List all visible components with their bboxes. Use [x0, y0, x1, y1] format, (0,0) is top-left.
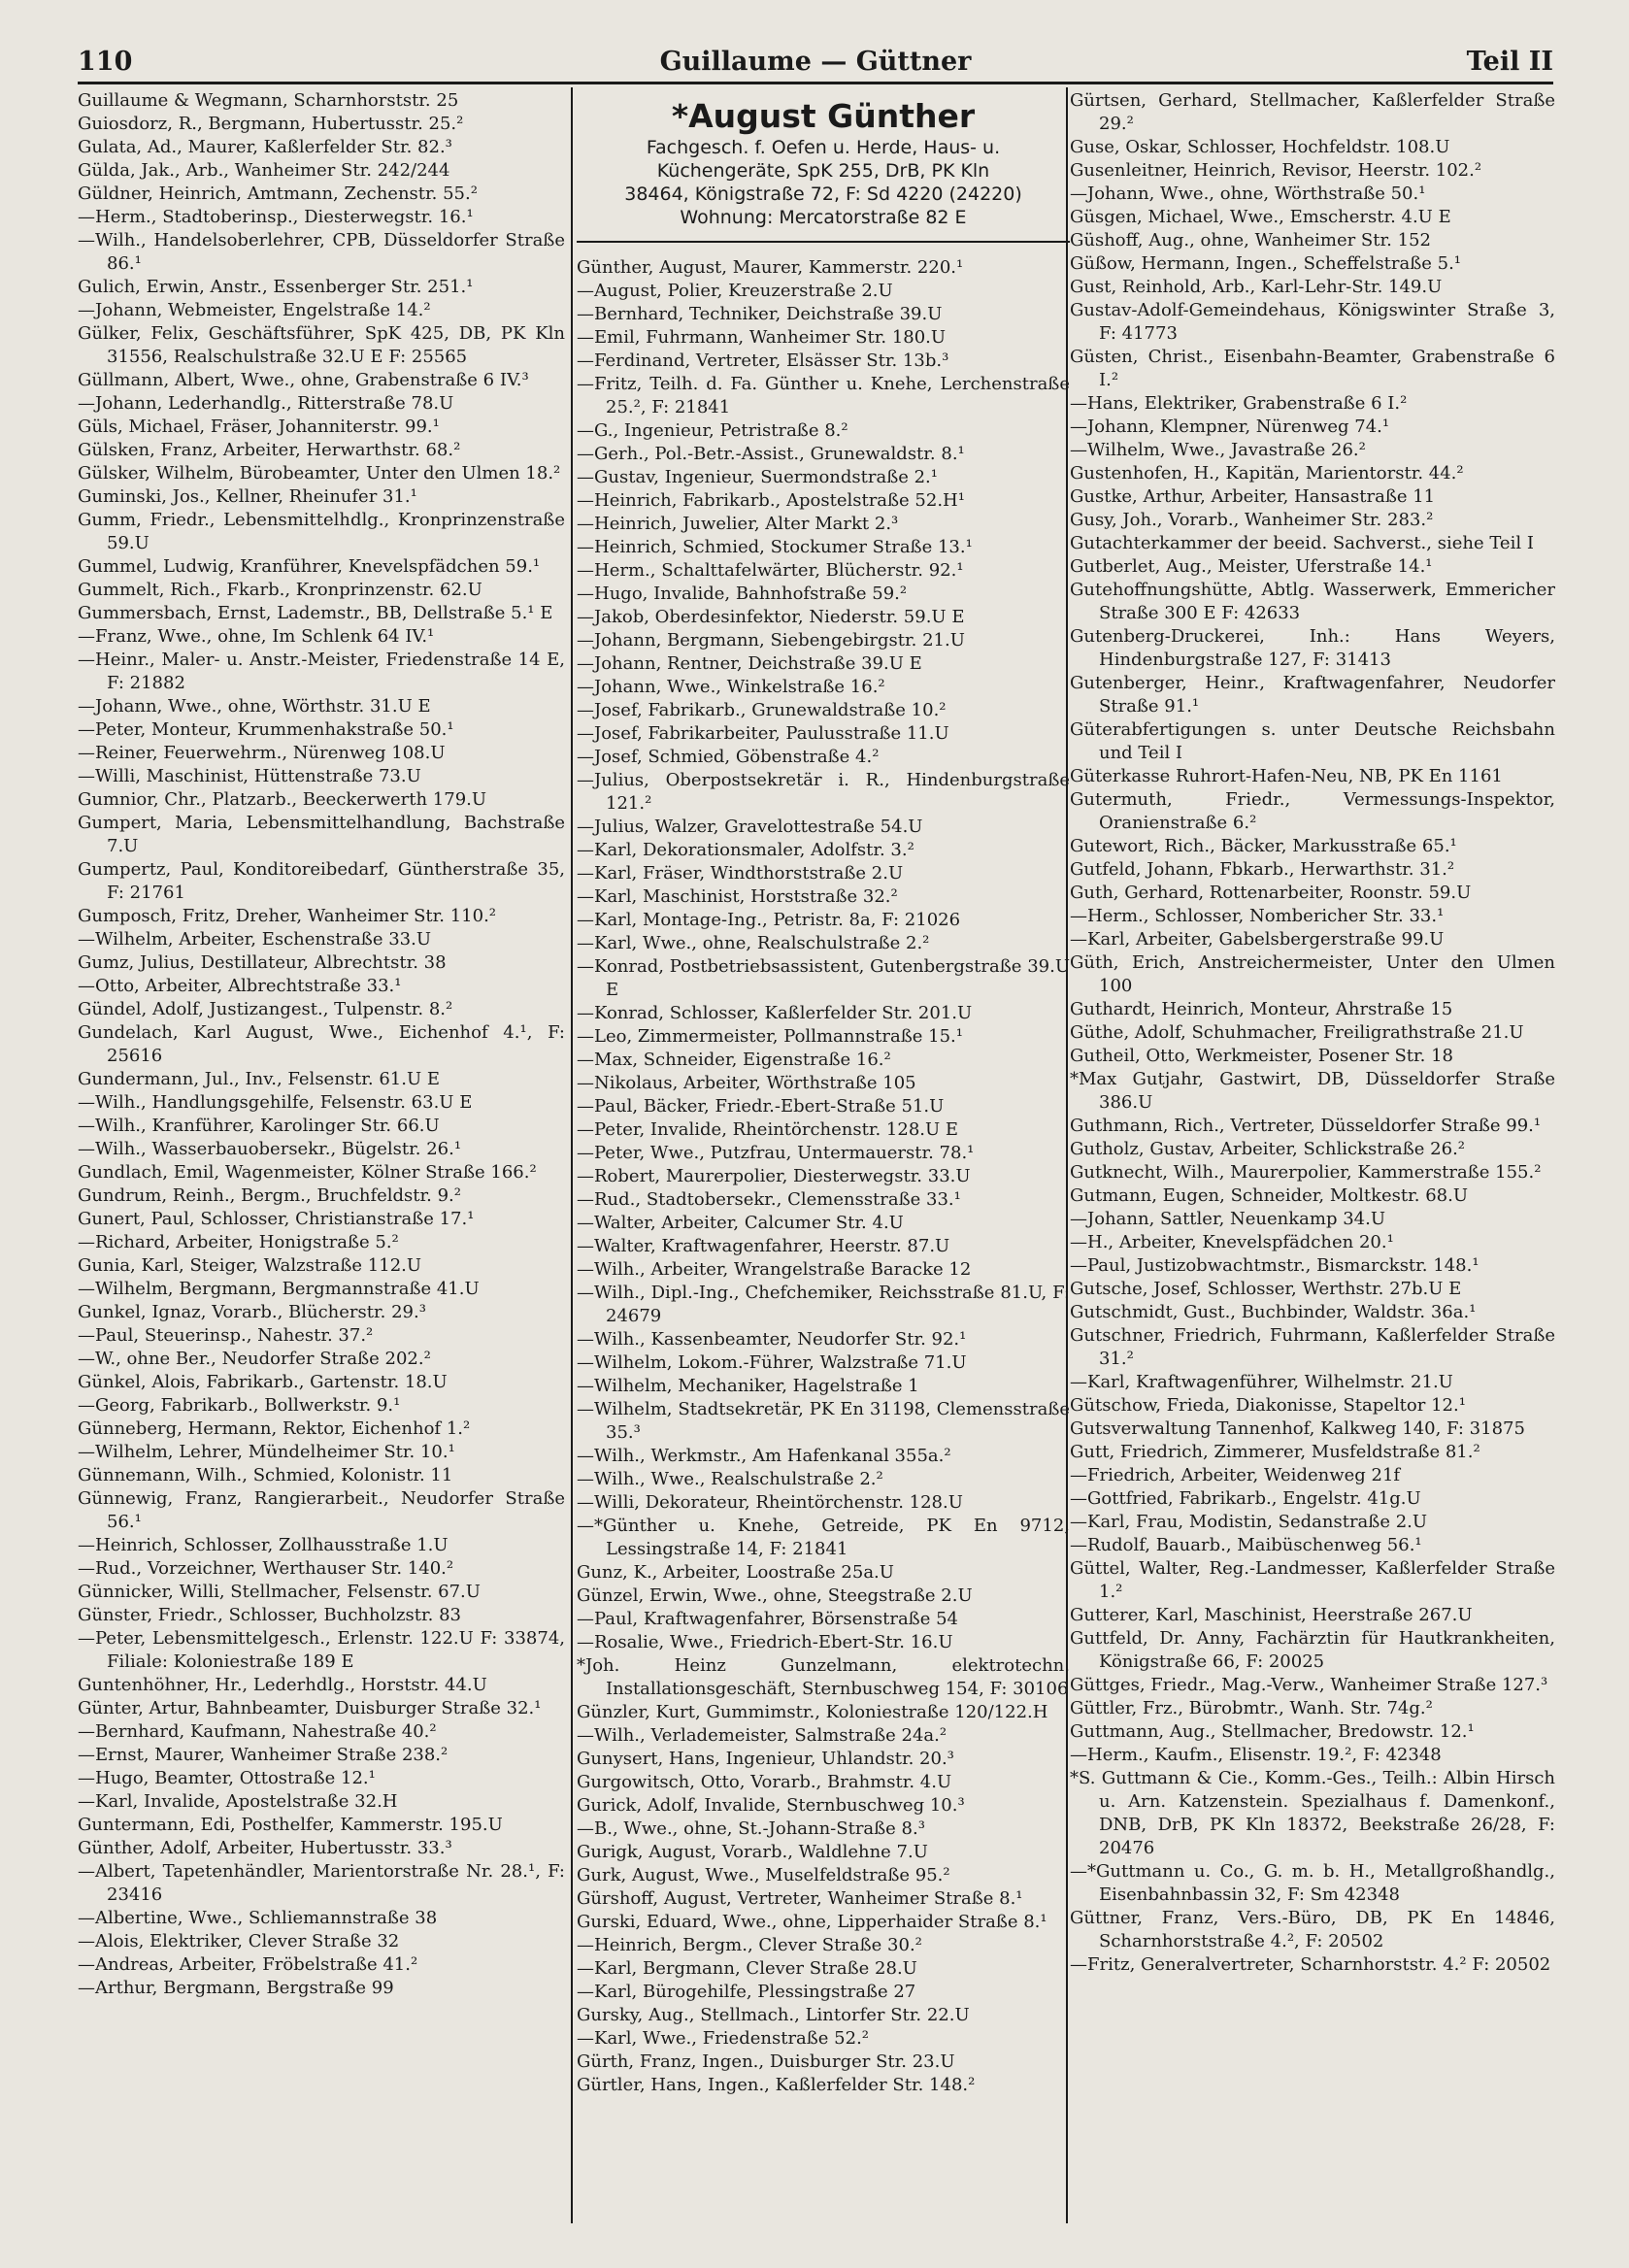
directory-entry: Gutewort, Rich., Bäcker, Markusstraße 65.¹	[1070, 836, 1457, 856]
directory-entry: —Heinrich, Juwelier, Alter Markt 2.³	[577, 514, 899, 534]
directory-entry: —Paul, Bäcker, Friedr.-Ebert-Straße 51.U	[577, 1096, 945, 1117]
directory-entry: Gundelach, Karl August, Wwe., Eichenhof 4.¹, F: 25616	[78, 1022, 565, 1066]
directory-entry: Gumm, Friedr., Lebensmittelhdlg., Kronprinzenstraße 59.U	[78, 510, 565, 553]
advertisement-box	[577, 89, 1070, 243]
directory-entry: —Rud., Vorzeichner, Werthauser Str. 140.²	[78, 1558, 454, 1579]
directory-entry: Guttmann, Aug., Stellmacher, Bredowstr. 12.¹	[1070, 1721, 1475, 1742]
directory-entry: Gutschmidt, Gust., Buchbinder, Waldstr. 36a.¹	[1070, 1302, 1477, 1322]
directory-entry: —Nikolaus, Arbeiter, Wörthstraße 105	[577, 1073, 916, 1093]
advertisement-name: *August Günther	[671, 97, 976, 135]
directory-entry: —Peter, Lebensmittelgesch., Erlenstr. 122.U F: 33874, Filiale: Koloniestraße 189 E	[78, 1628, 565, 1672]
directory-entry: Gusenleitner, Heinrich, Revisor, Heerstr. 102.²	[1070, 160, 1482, 181]
directory-entry: —Gerh., Pol.-Betr.-Assist., Grunewaldstr. 8.¹	[577, 444, 965, 464]
advertisement-line: Wohnung: Mercatorstraße 82 E	[680, 207, 967, 228]
directory-entry: Gunkel, Ignaz, Vorarb., Blücherstr. 29.³	[78, 1302, 426, 1322]
directory-entry: Gutschner, Friedrich, Fuhrmann, Kaßlerfelder Straße 31.²	[1070, 1325, 1555, 1369]
advertisement-line: 38464, Königstraße 72, F: Sd 4220 (24220)	[624, 183, 1022, 205]
column-3	[1070, 89, 1555, 2225]
directory-entry: Gumpertz, Paul, Konditoreibedarf, Güntherstraße 35, F: 21761	[78, 859, 565, 903]
directory-entry: —Karl, Dekorationsmaler, Adolfstr. 3.²	[577, 840, 914, 860]
directory-entry: —Herm., Kaufm., Elisenstr. 19.², F: 42348	[1070, 1745, 1442, 1765]
directory-entry: —Wilh., Verlademeister, Salmstraße 24a.²	[577, 1725, 947, 1746]
directory-entry: —Rudolf, Bauarb., Maibüschenweg 56.¹	[1070, 1535, 1422, 1555]
directory-entry: Guthmann, Rich., Vertreter, Düsseldorfer Straße 99.¹	[1070, 1116, 1542, 1136]
directory-entry: —Johann, Webmeister, Engelstraße 14.²	[78, 300, 431, 320]
directory-entry: Güttner, Franz, Vers.-Büro, DB, PK En 14846, Scharnhorststraße 4.², F: 20502	[1070, 1908, 1555, 1951]
directory-entry: Gustav-Adolf-Gemeindehaus, Königswinter Straße 3, F: 41773	[1070, 300, 1555, 344]
directory-entry: —Konrad, Postbetriebsassistent, Gutenbergstraße 39.U E	[577, 956, 1070, 1000]
directory-entry: —Karl, Bergmann, Clever Straße 28.U	[577, 1958, 917, 1979]
directory-entry: —Heinr., Maler- u. Anstr.-Meister, Friedenstraße 14 E, F: 21882	[78, 650, 565, 693]
directory-entry: —Heinrich, Bergm., Clever Straße 30.²	[577, 1935, 922, 1955]
directory-entry: —Franz, Wwe., ohne, Im Schlenk 64 IV.¹	[78, 626, 435, 647]
directory-entry: —Julius, Walzer, Gravelottestraße 54.U	[577, 817, 923, 837]
directory-entry: Gutermuth, Friedr., Vermessungs-Inspektor, Oranienstraße 6.²	[1070, 789, 1555, 833]
directory-entry: —Heinrich, Schlosser, Zollhausstraße 1.U	[78, 1535, 449, 1555]
directory-entry: Gundrum, Reinh., Bergm., Bruchfeldstr. 9.²	[78, 1185, 461, 1206]
directory-entry: —H., Arbeiter, Knevelspfädchen 20.¹	[1070, 1232, 1394, 1252]
directory-entry: —Ernst, Maurer, Wanheimer Straße 238.²	[78, 1745, 449, 1765]
directory-entry: Günneberg, Hermann, Rektor, Eichenhof 1.²	[78, 1418, 471, 1439]
directory-entry: —Johann, Lederhandlg., Ritterstraße 78.U	[78, 393, 454, 414]
directory-entry: —Willi, Dekorateur, Rheintörchenstr. 128.U	[577, 1492, 963, 1513]
directory-entry: —Fritz, Generalvertreter, Scharnhorststr. 4.² F: 20502	[1070, 1954, 1551, 1975]
directory-entry: —Herm., Schalttafelwärter, Blücherstr. 92.¹	[577, 560, 964, 581]
directory-entry: —Johann, Wwe., Winkelstraße 16.²	[577, 677, 885, 697]
directory-entry: —Karl, Invalide, Apostelstraße 32.H	[78, 1791, 398, 1812]
directory-entry: —Josef, Fabrikarbeiter, Paulusstraße 11.U	[577, 723, 949, 744]
directory-entry: —Fritz, Teilh. d. Fa. Günther u. Knehe, Lerchenstraße 25.², F: 21841	[577, 374, 1070, 417]
directory-entry: Güterkasse Ruhrort-Hafen-Neu, NB, PK En 1161	[1070, 766, 1503, 786]
directory-entry: —Rud., Stadtobersekr., Clemensstraße 33.¹	[577, 1189, 961, 1210]
directory-entry: Guillaume & Wegmann, Scharnhorststr. 25	[78, 90, 459, 111]
directory-entry: —Wilhelm, Wwe., Javastraße 26.²	[1070, 440, 1366, 460]
directory-entry: —Alois, Elektriker, Clever Straße 32	[78, 1931, 400, 1951]
directory-entry: Günzler, Kurt, Gummimstr., Koloniestraße 120/122.H	[577, 1702, 1048, 1722]
directory-entry: Günzel, Erwin, Wwe., ohne, Steegstraße 2.U	[577, 1585, 973, 1606]
directory-entry: Güßow, Hermann, Ingen., Scheffelstraße 5.¹	[1070, 253, 1462, 274]
directory-entry: —Herm., Schlosser, Nombericher Str. 33.¹	[1070, 906, 1445, 926]
directory-entry: —Wilh., Arbeiter, Wrangelstraße Baracke 12	[577, 1259, 972, 1280]
directory-entry: Gulich, Erwin, Anstr., Essenberger Str. 251.¹	[78, 277, 474, 297]
directory-entry: Gummel, Ludwig, Kranführer, Knevelspfädchen 59.¹	[78, 556, 541, 577]
directory-entry: Gürtler, Hans, Ingen., Kaßlerfelder Str. 148.²	[577, 2075, 976, 2095]
directory-entry: —Julius, Oberpostsekretär i. R., Hindenburgstraße 121.²	[577, 770, 1070, 814]
directory-entry: —W., ohne Ber., Neudorfer Straße 202.²	[78, 1349, 431, 1369]
advertisement-line: Küchengeräte, SpK 255, DrB, PK Kln	[656, 160, 990, 182]
directory-entry: Gutsverwaltung Tannenhof, Kalkweg 140, F: 31875	[1070, 1418, 1525, 1439]
directory-entry: Gumposch, Fritz, Dreher, Wanheimer Str. 110.²	[78, 906, 497, 926]
directory-entry: —Josef, Fabrikarb., Grunewaldstraße 10.²	[577, 700, 947, 720]
directory-entry: Guse, Oskar, Schlosser, Hochfeldstr. 108.U	[1070, 137, 1450, 157]
directory-entry: —Karl, Frau, Modistin, Sedanstraße 2.U	[1070, 1512, 1428, 1532]
directory-entry: Gunz, K., Arbeiter, Loostraße 25a.U	[577, 1562, 894, 1583]
directory-entry: —Rosalie, Wwe., Friedrich-Ebert-Str. 16.U	[577, 1632, 953, 1652]
directory-entry: —Karl, Montage-Ing., Petristr. 8a, F: 21026	[577, 910, 961, 930]
directory-entry: —Arthur, Bergmann, Bergstraße 99	[78, 1978, 394, 1998]
directory-entry: Gunia, Karl, Steiger, Walzstraße 112.U	[78, 1255, 422, 1276]
directory-entry: —Wilhelm, Bergmann, Bergmannstraße 41.U	[78, 1279, 480, 1299]
directory-entry: —Richard, Arbeiter, Honigstraße 5.²	[78, 1232, 399, 1252]
directory-entry: —Karl, Kraftwagenführer, Wilhelmstr. 21.U	[1070, 1372, 1453, 1392]
directory-entry: *S. Guttmann & Cie., Komm.-Ges., Teilh.: Albin Hirsch u. Arn. Katzenstein. Spezialhaus f. Damenkonf., DNB, DrB, PK Kln 18372, Beekstraße 26/28, F: 20476	[1070, 1768, 1555, 1858]
directory-entry: —Karl, Maschinist, Horststraße 32.²	[577, 886, 898, 907]
directory-entry: —Robert, Maurerpolier, Diesterwegstr. 33.U	[577, 1166, 971, 1186]
directory-entry: —Georg, Fabrikarb., Bollwerkstr. 9.¹	[78, 1395, 401, 1416]
directory-entry: —Gustav, Ingenieur, Suermondstraße 2.¹	[577, 467, 938, 487]
directory-entry: Gurigk, August, Vorarb., Waldlehne 7.U	[577, 1842, 928, 1862]
directory-entry: —Hugo, Invalide, Bahnhofstraße 59.²	[577, 584, 908, 604]
directory-entry: Güldner, Heinrich, Amtmann, Zechenstr. 55.²	[78, 183, 478, 204]
directory-entry: Güsten, Christ., Eisenbahn-Beamter, Grabenstraße 6 I.²	[1070, 347, 1555, 390]
directory-entry: Gutfeld, Johann, Fbkarb., Herwarthstr. 31.²	[1070, 859, 1455, 880]
directory-entry: —Johann, Wwe., ohne, Wörthstraße 50.¹	[1070, 183, 1426, 204]
directory-entry: —Jakob, Oberdesinfektor, Niederstr. 59.U E	[577, 607, 965, 627]
directory-entry: —Josef, Schmied, Göbenstraße 4.²	[577, 747, 880, 767]
advertisement-line: Fachgesch. f. Oefen u. Herde, Haus- u.	[646, 137, 1001, 158]
directory-entry: —Karl, Fräser, Windthorststraße 2.U	[577, 863, 904, 884]
directory-entry: —Peter, Invalide, Rheintörchenstr. 128.U E	[577, 1119, 959, 1140]
directory-entry: Güsgen, Michael, Wwe., Emscherstr. 4.U E	[1070, 207, 1451, 227]
directory-entry: Günnewig, Franz, Rangierarbeit., Neudorfer Straße 56.¹	[78, 1488, 565, 1532]
directory-entry: Gutenberg-Druckerei, Inh.: Hans Weyers, Hindenburgstraße 127, F: 31413	[1070, 626, 1555, 670]
directory-entry: —Wilh., Dipl.-Ing., Chefchemiker, Reichsstraße 81.U, F: 24679	[577, 1283, 1070, 1326]
directory-entry: —Wilh., Handlungsgehilfe, Felsenstr. 63.U E	[78, 1092, 473, 1113]
column-2	[577, 89, 1070, 2225]
directory-entry: Gutsche, Josef, Schlosser, Werthstr. 27b.U E	[1070, 1279, 1462, 1299]
directory-entry: Gulata, Ad., Maurer, Kaßlerfelder Str. 82.³	[78, 137, 452, 157]
directory-entry: Gursky, Aug., Stellmach., Lintorfer Str. 22.U	[577, 2005, 970, 2025]
directory-entry: Gutheil, Otto, Werkmeister, Posener Str. 18	[1070, 1046, 1453, 1066]
page-header	[78, 43, 1553, 84]
directory-entry: Gustenhofen, H., Kapitän, Marientorstr. 44.²	[1070, 463, 1464, 484]
directory-entry: —Heinrich, Fabrikarb., Apostelstraße 52.H¹	[577, 490, 965, 511]
directory-entry: Gutholz, Gustav, Arbeiter, Schlickstraße 26.²	[1070, 1139, 1466, 1159]
directory-entry: Günster, Friedr., Schlosser, Buchholzstr. 83	[78, 1605, 461, 1625]
page-title: Guillaume — Güttner	[659, 47, 972, 77]
directory-entry: Günter, Artur, Bahnbeamter, Duisburger Straße 32.¹	[78, 1698, 542, 1718]
directory-entry: —Wilh., Wwe., Realschulstraße 2.²	[577, 1469, 883, 1489]
directory-entry: —Albertine, Wwe., Schliemannstraße 38	[78, 1908, 438, 1928]
directory-entry: —Johann, Sattler, Neuenkamp 34.U	[1070, 1209, 1386, 1229]
directory-entry: Gutt, Friedrich, Zimmerer, Musfeldstraße 81.²	[1070, 1442, 1480, 1462]
directory-entry: —Wilh., Werkmstr., Am Hafenkanal 355a.²	[577, 1446, 951, 1466]
part-label: Teil II	[1466, 47, 1553, 77]
directory-entry: Gürshoff, August, Vertreter, Wanheimer Straße 8.¹	[577, 1888, 1023, 1909]
directory-entry: Gutenberger, Heinr., Kraftwagenfahrer, Neudorfer Straße 91.¹	[1070, 673, 1555, 717]
directory-entry: Guthardt, Heinrich, Monteur, Ahrstraße 15	[1070, 999, 1453, 1019]
directory-entry: —Wilhelm, Lokom.-Führer, Walzstraße 71.U	[577, 1352, 967, 1373]
directory-entry: Gurk, August, Wwe., Muselfeldstraße 95.²	[577, 1865, 950, 1885]
directory-entry: —Konrad, Schlosser, Kaßlerfelder Str. 201.U	[577, 1003, 973, 1023]
directory-entry: Gumnior, Chr., Platzarb., Beeckerwerth 179.U	[78, 789, 487, 810]
directory-entry: —Bernhard, Techniker, Deichstraße 39.U	[577, 304, 943, 324]
directory-entry: Guttfeld, Dr. Anny, Fachärztin für Hautkrankheiten, Königstraße 66, F: 20025	[1070, 1628, 1555, 1672]
directory-entry: —Wilh., Handelsoberlehrer, CPB, Düsseldorfer Straße 86.¹	[78, 230, 565, 274]
directory-entry: Guntermann, Edi, Posthelfer, Kammerstr. 195.U	[78, 1815, 503, 1835]
directory-entry: Gundlach, Emil, Wagenmeister, Kölner Straße 166.²	[78, 1162, 537, 1183]
directory-entry: —Johann, Bergmann, Siebengebirgstr. 21.U	[577, 630, 965, 650]
directory-entry: —Willi, Maschinist, Hüttenstraße 73.U	[78, 766, 421, 786]
directory-entry: Gündel, Adolf, Justizangest., Tulpenstr. 8.²	[78, 999, 453, 1019]
directory-entry: —Wilhelm, Mechaniker, Hagelstraße 1	[577, 1376, 919, 1396]
directory-entry: Gumz, Julius, Destillateur, Albrechtstr. 38	[78, 952, 447, 973]
directory-entry: —Heinrich, Schmied, Stockumer Straße 13.¹	[577, 537, 973, 557]
directory-entry: Güthe, Adolf, Schuhmacher, Freiligrathstraße 21.U	[1070, 1022, 1524, 1043]
directory-entry: Günkel, Alois, Fabrikarb., Gartenstr. 18.U	[78, 1372, 448, 1392]
directory-entry: —Paul, Justizobwachtmstr., Bismarckstr. 148.¹	[1070, 1255, 1479, 1276]
directory-entry: —Walter, Kraftwagenfahrer, Heerstr. 87.U	[577, 1236, 950, 1256]
directory-entry: Gutachterkammer der beeid. Sachverst., siehe Teil I	[1070, 533, 1534, 553]
directory-entry: Gutterer, Karl, Maschinist, Heerstraße 267.U	[1070, 1605, 1473, 1625]
directory-entry: —*Guttmann u. Co., G. m. b. H., Metallgroßhandlg., Eisenbahnbassin 32, F: Sm 42348	[1070, 1861, 1555, 1905]
directory-entry: —B., Wwe., ohne, St.-Johann-Straße 8.³	[577, 1818, 925, 1839]
directory-entry: —Hugo, Beamter, Ottostraße 12.¹	[78, 1768, 376, 1788]
directory-entry: —August, Polier, Kreuzerstraße 2.U	[577, 281, 893, 301]
directory-entry: —Leo, Zimmermeister, Pollmannstraße 15.¹	[577, 1026, 963, 1047]
directory-entry: —Wilh., Kranführer, Karolinger Str. 66.U	[78, 1116, 440, 1136]
directory-entry: —Reiner, Feuerwehrm., Nürenweg 108.U	[78, 743, 446, 763]
directory-entry: Günther, August, Maurer, Kammerstr. 220.¹	[577, 257, 964, 278]
directory-entry: Gutknecht, Wilh., Maurerpolier, Kammerstraße 155.²	[1070, 1162, 1542, 1183]
directory-entry: Gumpert, Maria, Lebensmittelhandlung, Bachstraße 7.U	[78, 813, 565, 856]
directory-entry: Güttel, Walter, Reg.-Landmesser, Kaßlerfelder Straße 1.²	[1070, 1558, 1555, 1602]
directory-entry: Gütschow, Frieda, Diakonisse, Stapeltor 12.¹	[1070, 1395, 1466, 1416]
directory-entry: Günnemann, Wilh., Schmied, Kolonistr. 11	[78, 1465, 453, 1485]
directory-entry: Güllmann, Albert, Wwe., ohne, Grabenstraße 6 IV.³	[78, 370, 529, 390]
directory-entry: Gülda, Jak., Arb., Wanheimer Str. 242/244	[78, 160, 450, 181]
directory-entry: *Joh. Heinz Gunzelmann, elektrotechn. Installationsgeschäft, Sternbuschweg 154, F: 30106	[577, 1655, 1070, 1699]
directory-entry: —*Günther u. Knehe, Getreide, PK En 9712, Lessingstraße 14, F: 21841	[577, 1516, 1070, 1559]
directory-entry: —Johann, Wwe., ohne, Wörthstr. 31.U E	[78, 696, 431, 717]
directory-entry: Guiosdorz, R., Bergmann, Hubertusstr. 25.²	[78, 114, 464, 134]
directory-entry: —Wilhelm, Arbeiter, Eschenstraße 33.U	[78, 929, 431, 950]
directory-entry: Gutberlet, Aug., Meister, Uferstraße 14.¹	[1070, 556, 1433, 577]
directory-entry: Güttges, Friedr., Mag.-Verw., Wanheimer Straße 127.³	[1070, 1675, 1548, 1695]
directory-entry: —Wilhelm, Stadtsekretär, PK En 31198, Clemensstraße 35.³	[577, 1399, 1070, 1443]
directory-entry: Gürtsen, Gerhard, Stellmacher, Kaßlerfelder Straße 29.²	[1070, 90, 1555, 134]
directory-entry: —Ferdinand, Vertreter, Elsässer Str. 13b.³	[577, 350, 949, 371]
directory-entry: —Paul, Kraftwagenfahrer, Börsenstraße 54	[577, 1609, 958, 1629]
directory-entry: —Friedrich, Arbeiter, Weidenweg 21f	[1070, 1465, 1401, 1485]
directory-entry: —Karl, Wwe., Friedenstraße 52.²	[577, 2028, 870, 2049]
directory-entry: Günnicker, Willi, Stellmacher, Felsenstr. 67.U	[78, 1582, 481, 1602]
directory-entry: —Max, Schneider, Eigenstraße 16.²	[577, 1050, 891, 1070]
directory-entry: Güttler, Frz., Bürobmtr., Wanh. Str. 74g.²	[1070, 1698, 1433, 1718]
directory-entry: Gurski, Eduard, Wwe., ohne, Lipperhaider Straße 8.¹	[577, 1912, 1047, 1932]
directory-entry: —Gottfried, Fabrikarb., Engelstr. 41g.U	[1070, 1488, 1421, 1509]
directory-entry: —Johann, Klempner, Nürenweg 74.¹	[1070, 417, 1390, 437]
directory-entry: Gundermann, Jul., Inv., Felsenstr. 61.U E	[78, 1069, 440, 1089]
column-divider	[571, 87, 573, 2223]
directory-entry: Guth, Gerhard, Rottenarbeiter, Roonstr. 59.U	[1070, 883, 1472, 903]
directory-entry: —Wilhelm, Lehrer, Mündelheimer Str. 10.¹	[78, 1442, 455, 1462]
directory-entry: *Max Gutjahr, Gastwirt, DB, Düsseldorfer Straße 386.U	[1070, 1069, 1555, 1113]
directory-entry: —Andreas, Arbeiter, Fröbelstraße 41.²	[78, 1954, 418, 1975]
directory-entry: —Hans, Elektriker, Grabenstraße 6 I.²	[1070, 393, 1408, 414]
directory-entry: —Karl, Bürogehilfe, Plessingstraße 27	[577, 1982, 916, 2002]
directory-entry: Gustke, Arthur, Arbeiter, Hansastraße 11	[1070, 486, 1436, 507]
directory-entry: Guntenhöhner, Hr., Lederhdlg., Horststr. 44.U	[78, 1675, 487, 1695]
directory-entry: —Wilh., Wasserbauobersekr., Bügelstr. 26.¹	[78, 1139, 462, 1159]
directory-entry: Gunert, Paul, Schlosser, Christianstraße 17.¹	[78, 1209, 475, 1229]
directory-entry: Gunysert, Hans, Ingenieur, Uhlandstr. 20.³	[577, 1749, 954, 1769]
directory-entry: Gurgowitsch, Otto, Vorarb., Brahmstr. 4.U	[577, 1772, 952, 1792]
directory-entry: —Karl, Arbeiter, Gabelsbergerstraße 99.U	[1070, 929, 1445, 950]
directory-entry: —Peter, Wwe., Putzfrau, Untermauerstr. 78.¹	[577, 1143, 975, 1163]
directory-entry: —Wilh., Kassenbeamter, Neudorfer Str. 92.¹	[577, 1329, 967, 1350]
directory-entry: —Peter, Monteur, Krummenhakstraße 50.¹	[78, 719, 454, 740]
directory-entry: —Karl, Wwe., ohne, Realschulstraße 2.²	[577, 933, 930, 953]
directory-entry: Guminski, Jos., Kellner, Rheinufer 31.¹	[78, 486, 417, 507]
page-number: 110	[78, 47, 133, 77]
directory-entry: —G., Ingenieur, Petristraße 8.²	[577, 420, 848, 441]
directory-entry: Güterabfertigungen s. unter Deutsche Reichsbahn und Teil I	[1070, 719, 1555, 763]
column-2-entries	[577, 256, 1070, 2097]
column-1	[78, 89, 565, 2225]
directory-entry: Güshoff, Aug., ohne, Wanheimer Str. 152	[1070, 230, 1431, 250]
directory-entry: Gürth, Franz, Ingen., Duisburger Str. 23.U	[577, 2051, 955, 2072]
directory-entry: —Johann, Rentner, Deichstraße 39.U E	[577, 653, 922, 674]
directory-entry: —Albert, Tapetenhändler, Marientorstraße Nr. 28.¹, F: 23416	[78, 1861, 565, 1905]
directory-entry: —Otto, Arbeiter, Albrechtstraße 33.¹	[78, 976, 402, 996]
directory-entry: Güth, Erich, Anstreichermeister, Unter den Ulmen 100	[1070, 952, 1555, 996]
directory-entry: —Herm., Stadtoberinsp., Diesterwegstr. 16.¹	[78, 207, 474, 227]
directory-entry: —Paul, Steuerinsp., Nahestr. 37.²	[78, 1325, 374, 1346]
directory-entry: Gummelt, Rich., Fkarb., Kronprinzenstr. 62.U	[78, 580, 482, 600]
directory-entry: Gülsker, Wilhelm, Bürobeamter, Unter den Ulmen 18.²	[78, 463, 561, 484]
directory-entry: Gurick, Adolf, Invalide, Sternbuschweg 10.³	[577, 1795, 965, 1816]
directory-entry: Gülker, Felix, Geschäftsführer, SpK 425, DB, PK Kln 31556, Realschulstraße 32.U E F: 25565	[78, 323, 565, 367]
directory-entry: —Walter, Arbeiter, Calcumer Str. 4.U	[577, 1213, 904, 1233]
directory-entry: Günther, Adolf, Arbeiter, Hubertusstr. 33.³	[78, 1838, 452, 1858]
directory-entry: Gutehoffnungshütte, Abtlg. Wasserwerk, Emmericher Straße 300 E F: 42633	[1070, 580, 1555, 623]
directory-entry: Gusy, Joh., Vorarb., Wanheimer Str. 283.²	[1070, 510, 1434, 530]
directory-entry: —Emil, Fuhrmann, Wanheimer Str. 180.U	[577, 327, 947, 348]
directory-entry: Gust, Reinhold, Arb., Karl-Lehr-Str. 149.U	[1070, 277, 1443, 297]
directory-entry: Güls, Michael, Fräser, Johanniterstr. 99.¹	[78, 417, 440, 437]
directory-entry: Gülsken, Franz, Arbeiter, Herwarthstr. 68.²	[78, 440, 461, 460]
directory-entry: Gutmann, Eugen, Schneider, Moltkestr. 68.U	[1070, 1185, 1468, 1206]
directory-entry: —Bernhard, Kaufmann, Nahestraße 40.²	[78, 1721, 437, 1742]
directory-entry: Gummersbach, Ernst, Lademstr., BB, Dellstraße 5.¹ E	[78, 603, 553, 623]
